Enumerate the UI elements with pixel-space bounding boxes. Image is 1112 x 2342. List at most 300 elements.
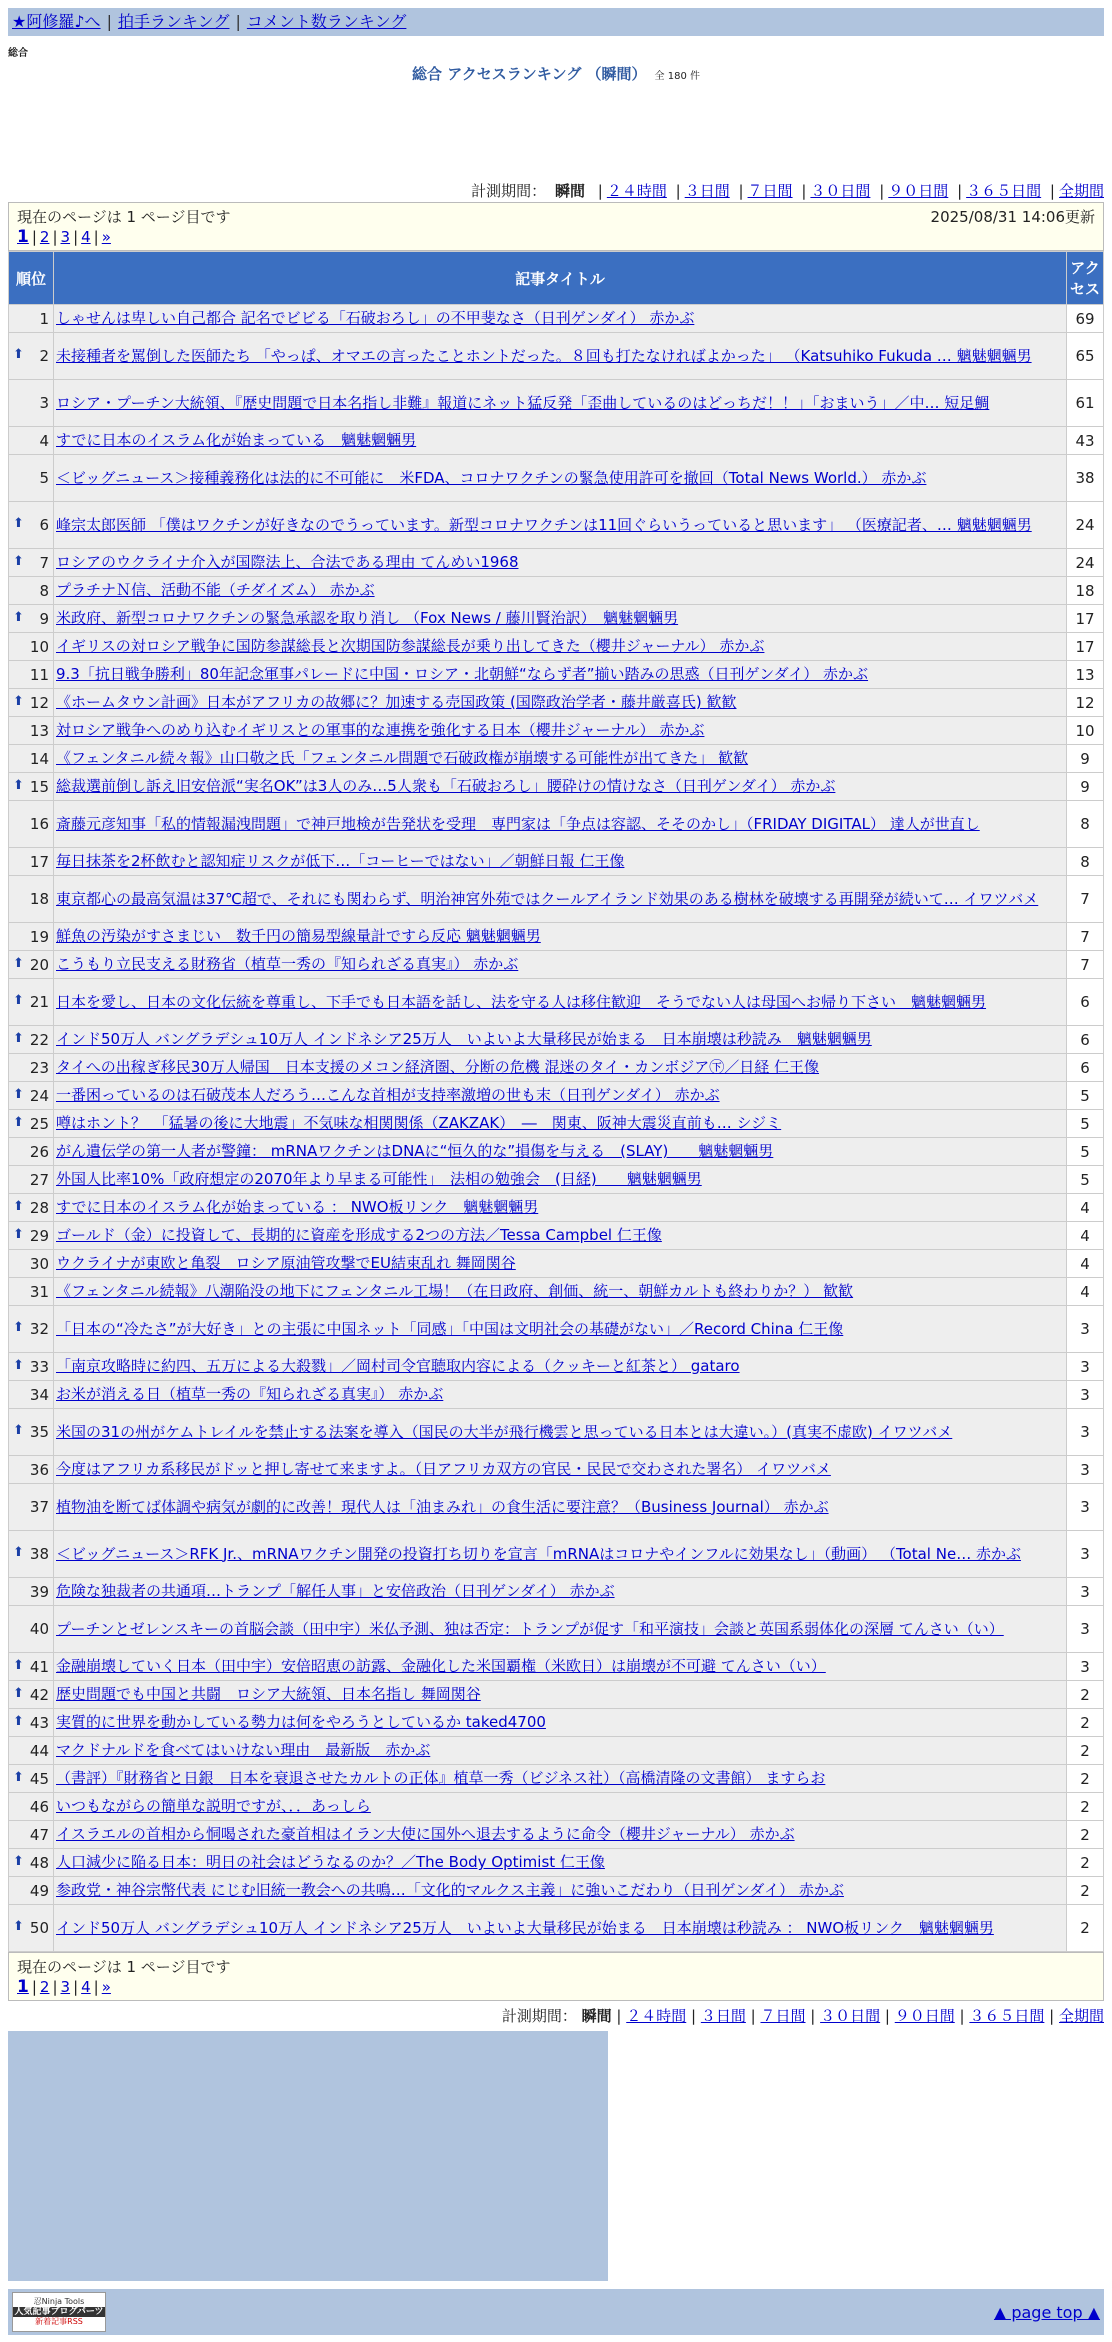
period-current: 瞬間 bbox=[581, 2007, 612, 2025]
title-cell bbox=[54, 1250, 1066, 1277]
access-count: 3 bbox=[1067, 1353, 1103, 1380]
period-90d-link[interactable]: ９０日間 bbox=[894, 2007, 955, 2025]
rank-cell bbox=[9, 305, 53, 332]
article-link[interactable]: 一番困っているのは石破茂本人だろう…こんな首相が支持率激増の世も末（日刊ゲンダイ） 赤かぶ bbox=[56, 1086, 720, 1104]
table-row bbox=[9, 305, 1103, 332]
access-count: 24 bbox=[1067, 502, 1103, 548]
article-link[interactable]: しゃせんは卑しい自己都合 記名でビビる「石破おろし」の不甲斐なさ（日刊ゲンダイ） 赤かぶ bbox=[56, 309, 695, 327]
table-row bbox=[9, 1166, 1103, 1193]
current-page-text: 現在のページは 1 ページ目です bbox=[17, 1958, 231, 1976]
rank-up-arrow-icon: ⬆ bbox=[13, 347, 24, 362]
page-link-4[interactable]: 4 bbox=[81, 1978, 91, 1996]
rank-number: 17 bbox=[29, 852, 49, 871]
table-row bbox=[9, 717, 1103, 744]
title-cell bbox=[54, 1905, 1066, 1951]
access-header: アクセス bbox=[1067, 252, 1103, 304]
rank-cell bbox=[9, 1166, 53, 1193]
rank-number: 35 bbox=[29, 1423, 49, 1441]
rank-cell bbox=[9, 876, 53, 922]
page-link-2[interactable]: 2 bbox=[39, 1978, 50, 1996]
article-link[interactable]: 危険な独裁者の共通項…トランプ「解任人事」と安倍政治（日刊ゲンダイ） 赤かぶ bbox=[56, 1582, 615, 1600]
period-365d-link[interactable]: ３６５日間 bbox=[969, 2007, 1045, 2025]
period-90d-link[interactable]: ９０日間 bbox=[888, 182, 949, 200]
rank-number: 2 bbox=[39, 347, 49, 365]
rank-cell bbox=[9, 717, 53, 744]
title-cell bbox=[54, 380, 1066, 426]
article-link[interactable]: お米が消える日（植草一秀の『知られざる真実』） 赤かぶ bbox=[56, 1385, 444, 1403]
article-link[interactable]: タイへの出稼ぎ移民30万人帰国 日本支援のメコン経済圏、分断の危機 混迷のタイ・カンボジア㊦／日経 仁王像 bbox=[56, 1058, 820, 1076]
rank-cell bbox=[9, 1709, 53, 1736]
rank-number: 36 bbox=[29, 1460, 49, 1479]
period-30d-link[interactable]: ３０日間 bbox=[820, 2007, 881, 2025]
article-link[interactable]: 今度はアフリカ系移民がドッと押し寄せて来ますよ。（日アフリカ双方の官民・民民で交わされた署名） イワツバメ bbox=[56, 1460, 831, 1478]
access-count: 4 bbox=[1067, 1250, 1103, 1277]
title-cell bbox=[54, 1082, 1066, 1109]
rank-cell bbox=[9, 1578, 53, 1605]
title-cell bbox=[54, 1606, 1066, 1652]
title-cell bbox=[54, 1484, 1066, 1530]
table-row bbox=[9, 1456, 1103, 1483]
table-row bbox=[9, 876, 1103, 922]
period-7d-link[interactable]: ７日間 bbox=[747, 182, 793, 200]
page-info-top bbox=[8, 202, 1104, 251]
title-cell bbox=[54, 1166, 1066, 1193]
category-label: 総合 bbox=[8, 48, 28, 59]
rank-cell bbox=[9, 923, 53, 950]
rank-number: 8 bbox=[39, 581, 49, 600]
period-all-link[interactable]: 全期間 bbox=[1058, 2007, 1104, 2025]
rank-number: 1 bbox=[39, 309, 49, 328]
badge-line-1: 忍Ninja Tools bbox=[33, 2297, 85, 2306]
access-count: 5 bbox=[1067, 1110, 1103, 1137]
access-count: 2 bbox=[1067, 1793, 1103, 1820]
rank-cell bbox=[9, 1877, 53, 1904]
article-link[interactable]: マクドナルドを食べてはいけない理由 最新版 赤かぶ bbox=[56, 1741, 431, 1759]
title-cell bbox=[54, 549, 1066, 576]
pager: 1 | 2 | 3 | 4 | » bbox=[17, 1977, 111, 1997]
rank-number: 48 bbox=[29, 1853, 49, 1872]
rank-cell bbox=[9, 1681, 53, 1708]
page-link-4[interactable]: 4 bbox=[81, 228, 91, 246]
title-cell bbox=[54, 305, 1066, 332]
article-link[interactable]: ゴールド（金）に投資して、長期的に資産を形成する2つの方法／Tessa Campbel 仁王像 bbox=[56, 1226, 662, 1244]
rank-up-arrow-icon: ⬆ bbox=[13, 1545, 24, 1560]
title-cell bbox=[54, 427, 1066, 454]
period-7d-link[interactable]: ７日間 bbox=[760, 2007, 806, 2025]
next-page-link[interactable]: » bbox=[101, 1978, 111, 1996]
nav-separator: | bbox=[235, 12, 241, 31]
rank-up-arrow-icon: ⬆ bbox=[13, 1086, 24, 1102]
article-link[interactable]: ＜ビッグニュース＞接種義務化は法的に不可能に 米FDA、コロナワクチンの緊急使用許可を撤回（Total News World.） 赤かぶ bbox=[56, 468, 927, 487]
rank-number: 18 bbox=[29, 890, 49, 908]
article-link[interactable]: 米国の31の州がケムトレイルを禁止する法案を導入（国民の大半が飛行機雲と思っている日本とは大違い。）(真実不虚欧) イワツバメ bbox=[56, 1422, 953, 1441]
article-link[interactable]: 人口減少に陥る日本：明日の社会はどうなるのか？／The Body Optimist 仁王像 bbox=[56, 1853, 605, 1871]
rank-cell bbox=[9, 1821, 53, 1848]
table-row bbox=[9, 1306, 1103, 1352]
table-row bbox=[9, 1849, 1103, 1876]
page bbox=[8, 8, 1104, 2335]
title-cell bbox=[54, 633, 1066, 660]
access-count: 17 bbox=[1067, 633, 1103, 660]
rank-cell bbox=[9, 605, 53, 632]
access-count: 2 bbox=[1067, 1877, 1103, 1904]
table-row bbox=[9, 1353, 1103, 1380]
title-cell bbox=[54, 1653, 1066, 1680]
article-link[interactable]: 日本を愛し、日本の文化伝統を尊重し、下手でも日本語を話し、法を守る人は移住歓迎 そうでない人は母国へお帰り下さい 魑魅魍魎男 bbox=[56, 992, 987, 1011]
title-cell bbox=[54, 1381, 1066, 1408]
article-link[interactable]: 対ロシア戦争へのめり込むイギリスとの軍事的な連携を強化する日本（櫻井ジャーナル） 赤かぶ bbox=[56, 721, 705, 739]
rank-cell bbox=[9, 427, 53, 454]
title-cell bbox=[54, 1765, 1066, 1792]
article-link[interactable]: 毎日抹茶を2杯飲むと認知症リスクが低下…「コーヒーではない」／朝鮮日報 仁王像 bbox=[56, 852, 625, 870]
article-link[interactable]: ウクライナが東欧と亀裂 ロシア原油管攻撃でEU結束乱れ 舞岡関谷 bbox=[56, 1254, 516, 1272]
title-cell bbox=[54, 1849, 1066, 1876]
access-count: 3 bbox=[1067, 1606, 1103, 1652]
rank-number: 12 bbox=[29, 693, 49, 712]
ranking-table bbox=[8, 251, 1104, 1952]
period-3d-link[interactable]: ３日間 bbox=[700, 2007, 746, 2025]
table-row bbox=[9, 1110, 1103, 1137]
period-24h-link[interactable]: ２４時間 bbox=[626, 2007, 687, 2025]
table-row bbox=[9, 455, 1103, 501]
article-link[interactable]: ＜ビッグニュース＞RFK Jr.、mRNAワクチン開発の投資打ち切りを宣言「mRNAはコロナやインフルに効果なし」（動画） （Total Ne… 赤かぶ bbox=[56, 1544, 1021, 1563]
table-row bbox=[9, 661, 1103, 688]
title-cell bbox=[54, 1054, 1066, 1081]
rank-cell bbox=[9, 1138, 53, 1165]
article-link[interactable]: いつもながらの簡単な説明ですが、．．あっしら bbox=[56, 1797, 371, 1815]
access-count: 61 bbox=[1067, 380, 1103, 426]
article-link[interactable]: 《ホームタウン計画》日本がアフリカの故郷に？加速する売国政策 (国際政治学者・藤井厳喜氏) 歓歓 bbox=[56, 693, 737, 711]
access-count: 6 bbox=[1067, 979, 1103, 1025]
title-cell bbox=[54, 1793, 1066, 1820]
rank-cell bbox=[9, 745, 53, 772]
page-title: 総合 アクセスランキング （瞬間） bbox=[412, 65, 647, 83]
rank-cell bbox=[9, 1456, 53, 1483]
rank-number: 23 bbox=[29, 1058, 49, 1077]
title-cell bbox=[54, 1456, 1066, 1483]
access-count: 9 bbox=[1067, 745, 1103, 772]
page-top-link[interactable]: ▲ page top ▲ bbox=[993, 2302, 1100, 2322]
title-cell bbox=[54, 605, 1066, 632]
article-link[interactable]: 斎藤元彦知事「私的情報漏洩問題」で神戸地検が告発状を受理 専門家は「争点は容認、そそのかし」（FRIDAY DIGITAL） 達人が世直し bbox=[56, 814, 980, 833]
rank-up-arrow-icon: ⬆ bbox=[13, 1320, 24, 1335]
page-link-2[interactable]: 2 bbox=[39, 228, 50, 246]
rank-number: 30 bbox=[29, 1254, 49, 1273]
footer bbox=[8, 2289, 1104, 2335]
table-row bbox=[9, 1250, 1103, 1277]
article-link[interactable]: 東京都心の最高気温は37℃超で、それにも関わらず、明治神宮外苑ではクールアイランド効果のある樹林を破壊する再開発が続いて… イワツバメ bbox=[56, 889, 1039, 908]
access-count: 5 bbox=[1067, 1138, 1103, 1165]
table-row bbox=[9, 1765, 1103, 1792]
rank-cell bbox=[9, 773, 53, 800]
rank-number: 40 bbox=[29, 1620, 49, 1638]
article-link[interactable]: 峰宗太郎医師 「僕はワクチンが好きなのでうっています。新型コロナワクチンは11回ぐらいうっていると思います」 （医療記者、… 魑魅魍魎男 bbox=[56, 515, 1032, 534]
table-row bbox=[9, 380, 1103, 426]
access-count: 10 bbox=[1067, 717, 1103, 744]
access-count: 3 bbox=[1067, 1409, 1103, 1455]
article-link[interactable]: 総裁選前倒し訴え旧安倍派“実名OK”は3人のみ…5人衆も「石破おろし」腰砕けの情けなさ（日刊ゲンダイ） 赤かぶ bbox=[56, 777, 836, 795]
table-row bbox=[9, 1877, 1103, 1904]
rank-cell bbox=[9, 380, 53, 426]
title-cell bbox=[54, 1278, 1066, 1305]
rank-up-arrow-icon: ⬆ bbox=[13, 553, 24, 569]
title-cell bbox=[54, 1353, 1066, 1380]
rank-cell bbox=[9, 1849, 53, 1876]
table-row bbox=[9, 1821, 1103, 1848]
access-count: 3 bbox=[1067, 1578, 1103, 1605]
period-30d-link[interactable]: ３０日間 bbox=[810, 182, 871, 200]
article-link[interactable]: 噂はホント？ 「猛暑の後に大地震」不気味な相関関係（ZAKZAK） ― 関東、阪神大震災直前も… シジミ bbox=[56, 1114, 782, 1132]
rank-cell bbox=[9, 1278, 53, 1305]
access-count: 17 bbox=[1067, 605, 1103, 632]
rank-number: 32 bbox=[29, 1320, 49, 1338]
access-count: 4 bbox=[1067, 1222, 1103, 1249]
rank-up-arrow-icon: ⬆ bbox=[13, 1713, 24, 1729]
rank-number: 6 bbox=[39, 516, 49, 534]
title-cell bbox=[54, 689, 1066, 716]
rank-cell bbox=[9, 1606, 53, 1652]
rank-up-arrow-icon: ⬆ bbox=[13, 955, 24, 971]
page-link-3[interactable]: 3 bbox=[60, 1978, 71, 1996]
rank-number: 26 bbox=[29, 1142, 49, 1161]
article-link[interactable]: イスラエルの首相から恫喝された豪首相はイラン大使に国外へ退去するように命令（櫻井ジャーナル） 赤かぶ bbox=[56, 1825, 795, 1843]
article-link[interactable]: 未接種者を罵倒した医師たち 「やっぱ、オマエの言ったことホントだった。８回も打たなければよかった」 （Katsuhiko Fukuda … 魑魅魍魎男 bbox=[56, 346, 1032, 365]
access-count: 12 bbox=[1067, 689, 1103, 716]
title-header: 記事タイトル bbox=[54, 252, 1066, 304]
title-cell bbox=[54, 1681, 1066, 1708]
rank-number: 19 bbox=[29, 927, 49, 946]
access-count: 4 bbox=[1067, 1278, 1103, 1305]
article-link[interactable]: 《フェンタニル続報》八潮陥没の地下にフェンタニル工場！（在日政府、創価、統一、朝鮮カルトも終わりか？） 歓歓 bbox=[56, 1282, 854, 1300]
title-cell bbox=[54, 717, 1066, 744]
table-row bbox=[9, 1082, 1103, 1109]
access-count: 2 bbox=[1067, 1709, 1103, 1736]
pager: 1 | 2 | 3 | 4 | » bbox=[17, 227, 111, 247]
period-24h-link[interactable]: ２４時間 bbox=[606, 182, 667, 200]
article-link[interactable]: 鮮魚の汚染がすさまじい 数千円の簡易型線量計ですら反応 魑魅魍魎男 bbox=[56, 927, 541, 945]
table-row bbox=[9, 577, 1103, 604]
title-cell bbox=[54, 745, 1066, 772]
article-link[interactable]: 《フェンタニル続々報》山口敬之氏「フェンタニル問題で石破政権が崩壊する可能性が出てきた」 歓歓 bbox=[56, 749, 749, 767]
rank-cell bbox=[9, 633, 53, 660]
rank-number: 42 bbox=[29, 1685, 49, 1704]
title-cell bbox=[54, 333, 1066, 379]
rank-cell bbox=[9, 1082, 53, 1109]
period-selector-bottom: 計測期間： 瞬間 | ２４時間 | ３日間 | ７日間 | ３０日間 | ９０日間 | ３６５日間 | 全期間 bbox=[501, 2007, 1104, 2025]
rank-cell bbox=[9, 1110, 53, 1137]
article-link[interactable]: 参政党・神谷宗幣代表 にじむ旧統一教会への共鳴…「文化的マルクス主義」に強いこだわり（日刊ゲンダイ） 赤かぶ bbox=[56, 1881, 844, 1899]
title-cell bbox=[54, 1138, 1066, 1165]
access-count: 2 bbox=[1067, 1737, 1103, 1764]
table-row bbox=[9, 1222, 1103, 1249]
access-count: 3 bbox=[1067, 1531, 1103, 1577]
rank-cell bbox=[9, 1306, 53, 1352]
rank-number: 45 bbox=[29, 1769, 49, 1788]
article-link[interactable]: ロシア・プーチン大統領、『歴史問題で日本名指し非難』報道にネット猛反発「歪曲しているのはどっちだ！！」「おまいう」／中… 短足鯛 bbox=[56, 393, 990, 412]
period-all-link[interactable]: 全期間 bbox=[1058, 182, 1104, 200]
article-link[interactable]: プラチナＮ信、活動不能（チダイズム） 赤かぶ bbox=[56, 581, 375, 599]
rank-number: 16 bbox=[29, 815, 49, 833]
access-count: 8 bbox=[1067, 848, 1103, 875]
rank-cell bbox=[9, 1409, 53, 1455]
table-row bbox=[9, 1578, 1103, 1605]
rank-cell bbox=[9, 1905, 53, 1951]
period-3d-link[interactable]: ３日間 bbox=[684, 182, 730, 200]
table-row bbox=[9, 1409, 1103, 1455]
article-link[interactable]: 金融崩壊していく日本（田中宇）安倍昭恵の訪露、金融化した米国覇権（米欧日）は崩壊が不可避 てんさい（い） bbox=[56, 1657, 826, 1675]
rank-number: 46 bbox=[29, 1797, 49, 1816]
title-cell bbox=[54, 577, 1066, 604]
rank-number: 27 bbox=[29, 1170, 49, 1189]
table-row bbox=[9, 1737, 1103, 1764]
access-count: 3 bbox=[1067, 1381, 1103, 1408]
table-row bbox=[9, 773, 1103, 800]
article-link[interactable]: 9.3「抗日戦争勝利」80年記念軍事パレードに中国・ロシア・北朝鮮“ならず者”揃い踏みの思惑（日刊ゲンダイ） 赤かぶ bbox=[56, 665, 869, 683]
rank-cell bbox=[9, 1793, 53, 1820]
access-count: 6 bbox=[1067, 1054, 1103, 1081]
table-row bbox=[9, 1381, 1103, 1408]
access-count: 69 bbox=[1067, 305, 1103, 332]
page-heading bbox=[8, 63, 1104, 84]
access-count: 5 bbox=[1067, 1166, 1103, 1193]
rank-number: 7 bbox=[39, 553, 49, 572]
page-info-bottom bbox=[8, 1952, 1104, 2001]
article-link[interactable]: こうもり立民支える財務省（植草一秀の『知られざる真実』） 赤かぶ bbox=[56, 955, 519, 973]
rank-number: 5 bbox=[39, 469, 49, 487]
rank-up-arrow-icon: ⬆ bbox=[13, 516, 24, 531]
rank-cell bbox=[9, 689, 53, 716]
page-link-3[interactable]: 3 bbox=[60, 228, 71, 246]
period-selector: 計測期間： 瞬間 | ２４時間 | ３日間 | ７日間 | ３０日間 | ９０日間 | ３６５日間 | 全期間 bbox=[471, 182, 1104, 200]
rank-up-arrow-icon: ⬆ bbox=[13, 1114, 24, 1130]
rank-number: 31 bbox=[29, 1282, 49, 1301]
access-count: 18 bbox=[1067, 577, 1103, 604]
table-row bbox=[9, 801, 1103, 847]
rank-number: 3 bbox=[39, 394, 49, 412]
title-cell bbox=[54, 1194, 1066, 1221]
rank-number: 37 bbox=[29, 1498, 49, 1516]
ad-placeholder bbox=[8, 2031, 608, 2281]
title-cell bbox=[54, 1709, 1066, 1736]
table-row bbox=[9, 1709, 1103, 1736]
rank-number: 4 bbox=[39, 431, 49, 450]
rank-number: 41 bbox=[29, 1657, 49, 1676]
article-link[interactable]: 「日本の“冷たさ”が大好き」との主張に中国ネット「同感」「中国は文明社会の基礎がない」／Record China 仁王像 bbox=[56, 1319, 844, 1338]
rank-header: 順位 bbox=[9, 252, 53, 304]
article-link[interactable]: ロシアのウクライナ介入が国際法上、合法である理由 てんめい1968 bbox=[56, 553, 519, 571]
title-cell bbox=[54, 848, 1066, 875]
rank-number: 25 bbox=[29, 1114, 49, 1133]
ninja-tools-badge[interactable] bbox=[12, 2292, 106, 2332]
table-row bbox=[9, 689, 1103, 716]
article-link[interactable]: 歴史問題でも中国と共闘 ロシア大統領、日本名指し 舞岡関谷 bbox=[56, 1685, 481, 1703]
access-count: 6 bbox=[1067, 1026, 1103, 1053]
article-link[interactable]: インド50万人 バングラデシュ10万人 インドネシア25万人 いよいよ大量移民が始まる 日本崩壊は秒読み 魑魅魍魎男 bbox=[56, 1030, 872, 1048]
rank-up-arrow-icon: ⬆ bbox=[13, 1030, 24, 1046]
access-count: 3 bbox=[1067, 1456, 1103, 1483]
top-nav bbox=[8, 8, 1104, 36]
title-cell bbox=[54, 502, 1066, 548]
total-count: 全 180 件 bbox=[654, 71, 700, 82]
access-count: 5 bbox=[1067, 1082, 1103, 1109]
rank-number: 15 bbox=[29, 777, 49, 796]
period-current: 瞬間 bbox=[554, 182, 585, 200]
table-row bbox=[9, 605, 1103, 632]
access-count: 2 bbox=[1067, 1765, 1103, 1792]
rank-number: 44 bbox=[29, 1741, 49, 1760]
page-link-1[interactable]: 1 bbox=[17, 227, 29, 247]
rank-up-arrow-icon: ⬆ bbox=[13, 993, 24, 1008]
table-row bbox=[9, 1606, 1103, 1652]
article-link[interactable]: プーチンとゼレンスキーの首脳会談（田中宇）米仏予測、独は否定：トランプが促す「和平演技」会談と英国系弱体化の深層 てんさい（い） bbox=[56, 1619, 1004, 1638]
rank-cell bbox=[9, 1194, 53, 1221]
rank-cell bbox=[9, 1484, 53, 1530]
rank-number: 47 bbox=[29, 1825, 49, 1844]
title-cell bbox=[54, 1110, 1066, 1137]
article-link[interactable]: がん遺伝学の第一人者が警鐘： mRNAワクチンはDNAに“恒久的な”損傷を与える (SLAY) 魑魅魍魎男 bbox=[56, 1142, 774, 1160]
article-link[interactable]: 実質的に世界を動かしている勢力は何をやろうとしているか taked4700 bbox=[56, 1713, 546, 1731]
page-link-1[interactable]: 1 bbox=[17, 1977, 29, 1997]
rank-number: 9 bbox=[39, 609, 49, 628]
rank-number: 20 bbox=[29, 955, 49, 974]
next-page-link[interactable]: » bbox=[101, 228, 111, 246]
access-count: 65 bbox=[1067, 333, 1103, 379]
hakushu-ranking-link[interactable]: 拍手ランキング bbox=[117, 12, 230, 31]
badge-line-2: 人気記事ブログパーツ bbox=[14, 2307, 104, 2317]
article-link[interactable]: インド50万人 バングラデシュ10万人 インドネシア25万人 いよいよ大量移民が始まる 日本崩壊は秒読み ： NWO板リンク 魑魅魍魎男 bbox=[56, 1918, 994, 1937]
rank-number: 10 bbox=[29, 637, 49, 656]
rank-cell bbox=[9, 1054, 53, 1081]
table-row bbox=[9, 1531, 1103, 1577]
home-link[interactable]: ★阿修羅♪へ bbox=[12, 12, 101, 31]
table-row bbox=[9, 1484, 1103, 1530]
rank-cell bbox=[9, 848, 53, 875]
table-row bbox=[9, 1793, 1103, 1820]
rank-number: 50 bbox=[29, 1919, 49, 1937]
title-cell bbox=[54, 923, 1066, 950]
ranking-rows bbox=[9, 305, 1103, 1951]
title-cell bbox=[54, 661, 1066, 688]
table-row bbox=[9, 951, 1103, 978]
rank-number: 22 bbox=[29, 1030, 49, 1049]
rank-up-arrow-icon: ⬆ bbox=[13, 1657, 24, 1673]
table-row bbox=[9, 979, 1103, 1025]
article-link[interactable]: 外国人比率10%「政府想定の2070年より早まる可能性」 法相の勉強会 (日経) 魑魅魍魎男 bbox=[56, 1170, 702, 1188]
article-link[interactable]: すでに日本のイスラム化が始まっている ： NWO板リンク 魑魅魍魎男 bbox=[56, 1198, 539, 1216]
title-cell bbox=[54, 1306, 1066, 1352]
rank-cell bbox=[9, 1531, 53, 1577]
comment-ranking-link[interactable]: コメント数ランキング bbox=[246, 12, 407, 31]
rank-number: 43 bbox=[29, 1713, 49, 1732]
title-cell bbox=[54, 1531, 1066, 1577]
rank-cell bbox=[9, 1737, 53, 1764]
article-link[interactable]: イギリスの対ロシア戦争に国防参謀総長と次期国防参謀総長が乗り出してきた（櫻井ジャーナル） 赤かぶ bbox=[56, 637, 765, 655]
rank-cell bbox=[9, 661, 53, 688]
rank-cell bbox=[9, 1765, 53, 1792]
access-count: 7 bbox=[1067, 923, 1103, 950]
table-row bbox=[9, 1194, 1103, 1221]
period-365d-link[interactable]: ３６５日間 bbox=[966, 182, 1042, 200]
article-link[interactable]: 植物油を断てば体調や病気が劇的に改善！現代人は「油まみれ」の食生活に要注意？（Business Journal） 赤かぶ bbox=[56, 1497, 829, 1516]
article-link[interactable]: 米政府、新型コロナワクチンの緊急承認を取り消し （Fox News / 藤川賢治訳） 魑魅魍魎男 bbox=[56, 609, 679, 627]
title-cell bbox=[54, 773, 1066, 800]
table-row bbox=[9, 848, 1103, 875]
article-link[interactable]: （書評）『財務省と日銀 日本を衰退させたカルトの正体』植草一秀（ビジネス社）（高橋清隆の文書館） ますらお bbox=[56, 1769, 826, 1787]
article-link[interactable]: 「南京攻略時に約四、五万による大殺戮」／岡村司令官聴取内容による（クッキーと紅茶と） gataro bbox=[56, 1357, 740, 1375]
table-row bbox=[9, 1054, 1103, 1081]
rank-cell bbox=[9, 1222, 53, 1249]
article-link[interactable]: すでに日本のイスラム化が始まっている 魑魅魍魎男 bbox=[56, 431, 417, 449]
